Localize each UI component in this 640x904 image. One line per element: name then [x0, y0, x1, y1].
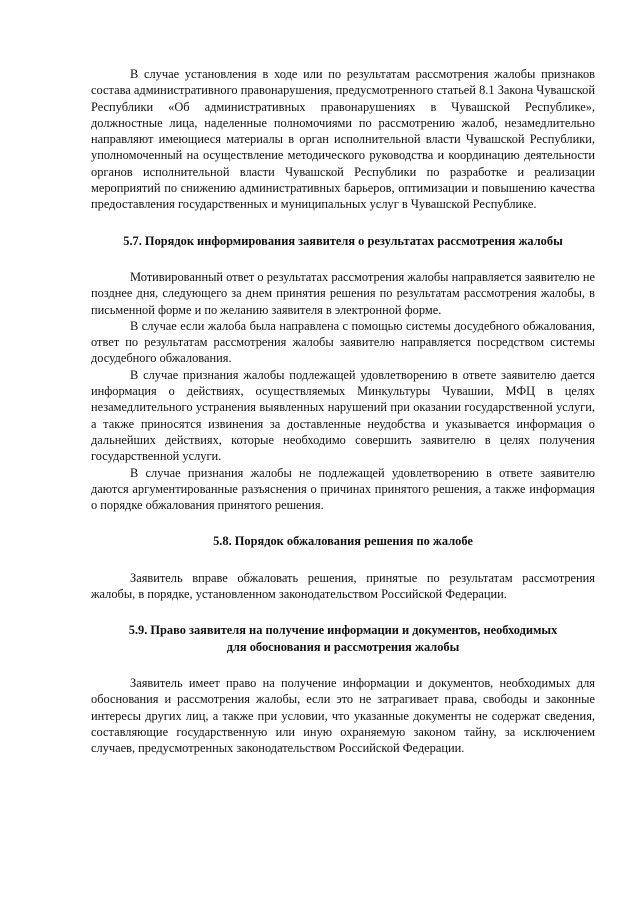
spacer [91, 513, 595, 533]
section-5-7-paragraph-3: В случае признания жалобы подлежащей удовлетворению в ответе заявителю дается информация о действиях, осуществляемых Минкультуры Чувашии, МФЦ в целях незамедлительного устранения выявленных нарушений при оказании государственной услуги, а также приносятся извинения за доставленные неудобства и указывается информация о дальнейших действиях, которые необходимо совершить заявителю в целях получения государственной услуги. [91, 367, 595, 464]
section-5-7-paragraph-2: В случае если жалоба была направлена с помощью системы досудебного обжалования, ответ по результатам рассмотрения жалобы заявителю направляется посредством системы досудебного обжалования. [91, 318, 595, 366]
section-5-9-heading-line-1: 5.9. Право заявителя на получение информации и документов, необходимых [128, 623, 558, 638]
spacer [91, 655, 595, 675]
section-5-8-heading: 5.8. Порядок обжалования решения по жалобе [213, 534, 473, 549]
intro-paragraph: В случае установления в ходе или по результатам рассмотрения жалобы признаков состава административного правонарушения, предусмотренного статьей 8.1 Закона Чувашской Республики «Об административных правонарушениях в Чувашской Республике», должностные лица, наделенные полномочиями по рассмотрению жалоб, незамедлительно направляют имеющиеся материалы в орган исполнительной власти Чувашской Республики, уполномоченный на осуществление методического руководства и координацию деятельности органов исполнительной власти Чувашской Республики по разработке и реализации мероприятий по снижению административных барьеров, оптимизации и повышению качества предоставления государственных и муниципальных услуг в Чувашской Республике. [91, 67, 595, 212]
section-5-8-paragraph: Заявитель вправе обжаловать решения, принятые по результатам рассмотрения жалобы, в порядке, установленном законодательством Российской Федерации. [91, 570, 595, 602]
section-5-9-heading [91, 622, 595, 655]
section-5-9-paragraph: Заявитель имеет право на получение информации и документов, необходимых для обоснования и рассмотрения жалобы, если это не затрагивает права, свободы и законные интересы других лиц, а также при условии, что указанные документы не содержат сведения, составляющие государственную или иную охраняемую законом тайну, за исключением случаев, предусмотренных законодательством Российской Федерации. [91, 675, 595, 756]
document-page [91, 66, 595, 756]
section-5-7-paragraph-4: В случае признания жалобы не подлежащей удовлетворению в ответе заявителю даются аргументированные разъяснения о причинах принятого решения, а также информация о порядке обжалования принятого решения. [91, 465, 595, 513]
spacer [91, 249, 595, 269]
section-5-9-heading-line-2: для обоснования и рассмотрения жалобы [226, 639, 460, 654]
spacer [91, 550, 595, 570]
section-5-7-paragraph-1: Мотивированный ответ о результатах рассмотрения жалобы направляется заявителю не позднее дня, следующего за днем принятия решения по результатам рассмотрения жалобы, в письменной форме и по желанию заявителя в электронной форме. [91, 269, 595, 317]
spacer [91, 602, 595, 622]
spacer [91, 213, 595, 233]
section-5-7-heading: 5.7. Порядок информирования заявителя о результатах рассмотрения жалобы [123, 233, 563, 248]
